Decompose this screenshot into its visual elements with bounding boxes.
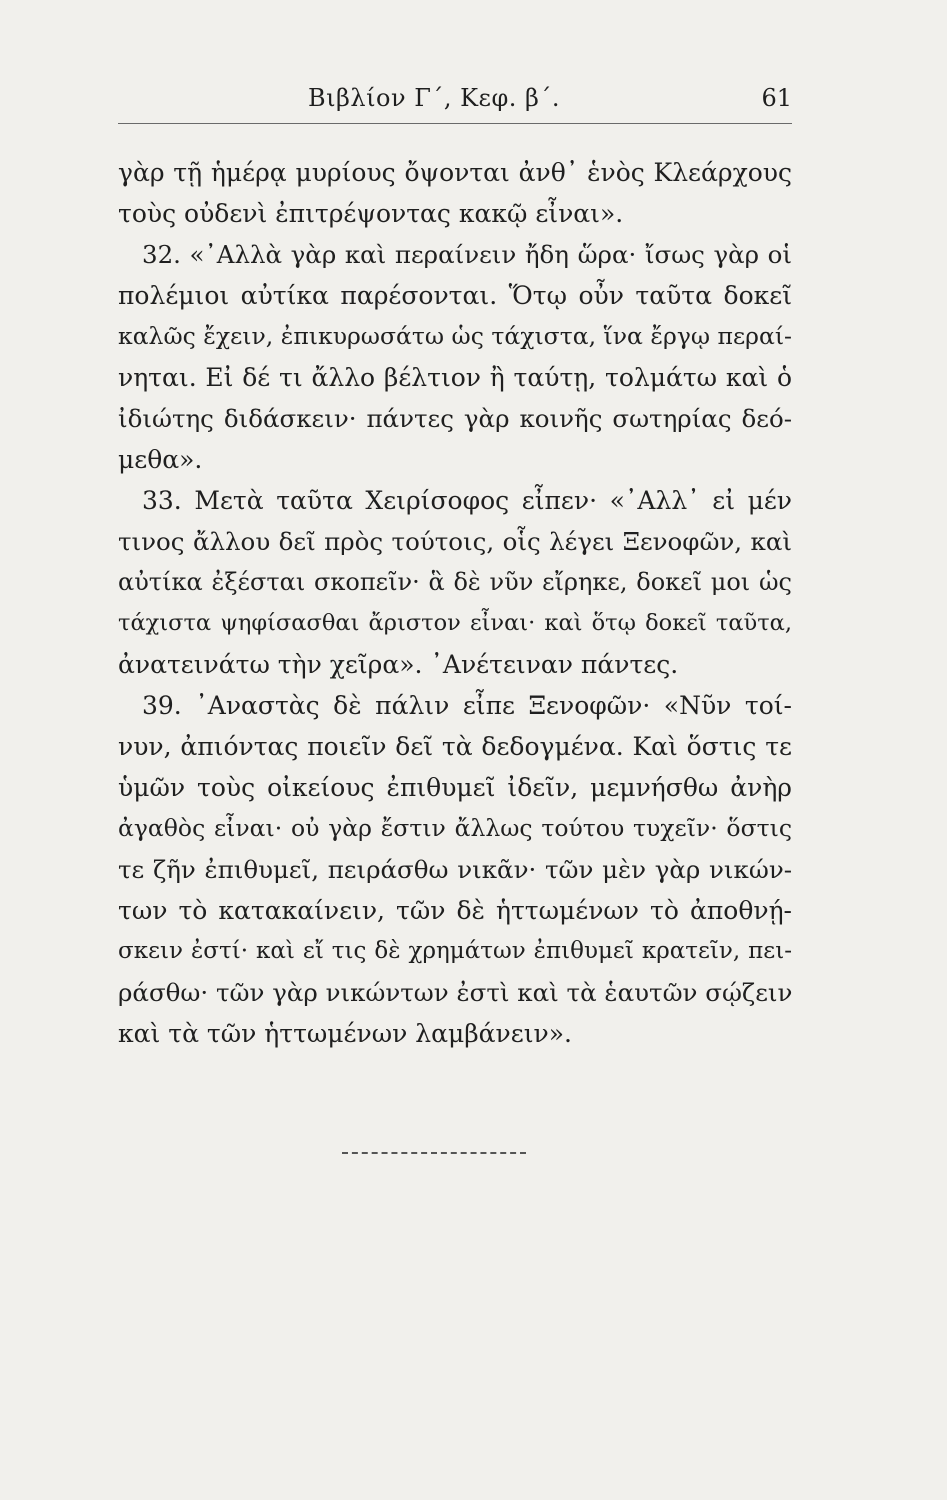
running-head — [118, 84, 792, 120]
text-line: αὐτίκα ἐξέσται σκοπεῖν· ἃ δὲ νῦν εἴρηκε, δοκεῖ μοι ὡς — [118, 568, 792, 596]
text-line: τοὺς οὐδενὶ ἐπιτρέψοντας κακῷ εἶναι». — [118, 199, 624, 228]
text-line: καὶ τὰ τῶν ἡττωμένων λαμβάνειν». — [118, 1019, 572, 1048]
text-line: ὑμῶν τοὺς οἰκείους ἐπιθυμεῖ ἰδεῖν, μεμνήσθω ἀνὴρ — [118, 773, 792, 802]
text-line: των τὸ κατακαίνειν, τῶν δὲ ἡττωμένων τὸ ἀποθνῄ- — [118, 896, 792, 925]
text-line: τάχιστα ψηφίσασθαι ἄριστον εἶναι· καὶ ὅτῳ δοκεῖ ταῦτα, — [118, 610, 792, 636]
text-line-section-33: 33. Μετὰ ταῦτα Χειρίσοφος εἶπεν· «᾽Αλλ᾽ εἰ μέν — [142, 486, 792, 515]
text-line: μεθα». — [118, 445, 203, 474]
text-line: πολέμιοι αὐτίκα παρέσονται. Ὅτῳ οὖν ταῦτα δοκεῖ — [118, 281, 792, 310]
text-line: νηται. Εἰ δέ τι ἄλλο βέλτιον ἢ ταύτῃ, τολμάτω καὶ ὁ — [118, 363, 792, 392]
text-line: σκειν ἐστί· καὶ εἴ τις δὲ χρημάτων ἐπιθυμεῖ κρατεῖν, πει- — [118, 938, 792, 964]
end-rule — [342, 1152, 526, 1154]
text-line: νυν, ἀπιόντας ποιεῖν δεῖ τὰ δεδογμένα. Καὶ ὅστις τε — [118, 732, 792, 761]
text-line-section-39: 39. ᾽Αναστὰς δὲ πάλιν εἶπε Ξενοφῶν· «Νῦν τοί- — [142, 691, 792, 720]
text-line: ἀνατεινάτω τὴν χεῖρα». ᾽Ανέτειναν πάντες. — [118, 650, 679, 679]
header-rule — [118, 123, 792, 124]
text-line: ράσθω· τῶν γὰρ νικώντων ἐστὶ καὶ τὰ ἑαυτῶν σῴζειν — [118, 978, 793, 1007]
text-line: τινος ἄλλου δεῖ πρὸς τούτοις, οἷς λέγει Ξενοφῶν, καὶ — [118, 527, 792, 556]
text-line: ἰδιώτης διδάσκειν· πάντες γὰρ κοινῆς σωτηρίας δεό- — [118, 404, 792, 433]
page-number: 61 — [761, 84, 792, 112]
text-line-section-32: 32. «᾽Αλλὰ γὰρ καὶ περαίνειν ἤδη ὥρα· ἴσως γὰρ οἱ — [142, 240, 792, 269]
body-text — [118, 152, 792, 1054]
text-line: καλῶς ἔχειν, ἐπικυρωσάτω ὡς τάχιστα, ἵνα ἔργῳ περαί- — [118, 322, 792, 350]
text-line: γὰρ τῇ ἡμέρᾳ μυρίους ὄψονται ἀνθ᾽ ἑνὸς Κλεάρχους — [118, 158, 792, 187]
running-title: Βιβλίον Γ΄, Κεφ. β΄. — [308, 84, 561, 112]
text-line: τε ζῆν ἐπιθυμεῖ, πειράσθω νικᾶν· τῶν μὲν γὰρ νικών- — [118, 855, 792, 884]
text-line: ἀγαθὸς εἶναι· οὐ γὰρ ἔστιν ἄλλως τούτου τυχεῖν· ὅστις — [118, 814, 792, 842]
